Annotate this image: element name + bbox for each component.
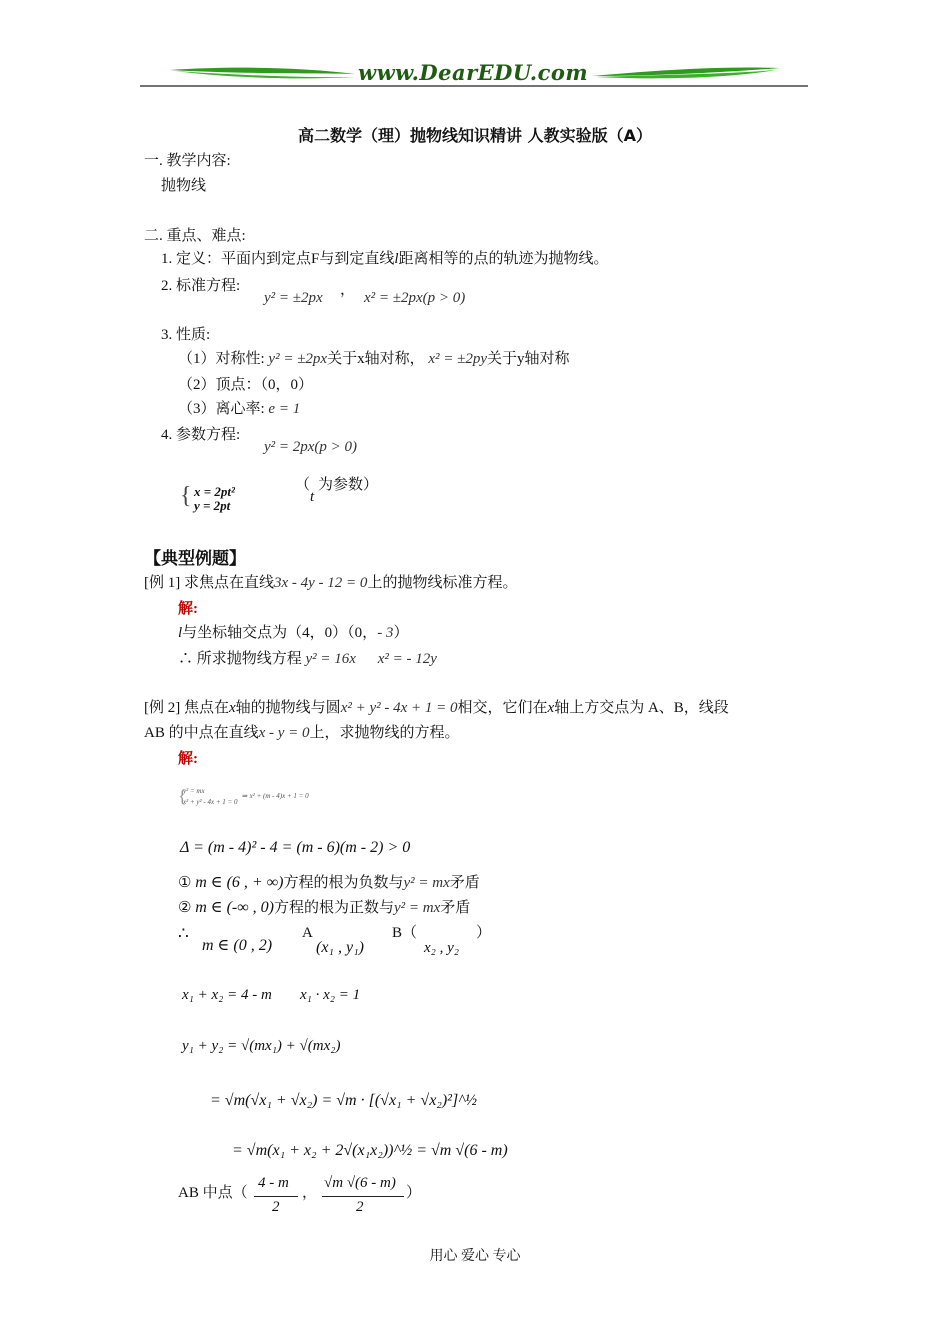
- example1-l: l: [178, 625, 183, 641]
- parametric-label: 4. 参数方程:: [161, 427, 241, 443]
- case2-text: 方程的根为正数与: [274, 900, 395, 916]
- parametric-note: 为参数）: [318, 477, 379, 493]
- site-logo: www.DearEDU.com: [358, 60, 589, 85]
- symmetry-text-2: 关于y轴对称: [487, 351, 570, 367]
- example2-mid3: 轴上方交点为 A、B，线段: [554, 700, 729, 716]
- symmetry-eq-1: y² = ±2px: [268, 351, 328, 367]
- example2-line2-prefix: AB 的中点在直线: [144, 725, 259, 741]
- example1-solution-label: 解:: [178, 601, 198, 617]
- symmetry-line: [178, 352, 570, 367]
- case1-range: m ∈ (6 , + ∞): [195, 874, 284, 891]
- case2-end: 矛盾: [440, 900, 471, 916]
- case1-mark: ①: [178, 875, 192, 891]
- section1-heading: 一. 教学内容:: [144, 153, 231, 169]
- section2-heading: 二. 重点、难点:: [144, 228, 246, 244]
- example1-result-prefix: ∴ 所求抛物线方程: [178, 651, 302, 667]
- case2-range: m ∈ (-∞ , 0): [195, 899, 274, 916]
- system-brace: {: [178, 786, 187, 806]
- example2-line-eq: x - y = 0: [258, 725, 310, 741]
- midpoint-num1: 4 - m: [258, 1175, 289, 1191]
- sum-x: x₁ + x₂ = 4 - m: [182, 987, 272, 1003]
- parametric-x: x = 2pt²: [194, 484, 235, 499]
- case2-line: [178, 900, 470, 916]
- standard-eq-comma: ，: [340, 282, 356, 298]
- therefore-symbol: ∴: [178, 924, 189, 943]
- example1-intercepts: 与坐标轴交点为（4，0）（0，: [182, 625, 378, 641]
- point-B-close: ）: [476, 925, 492, 941]
- example2-system: [178, 786, 318, 810]
- definition-line: [161, 252, 609, 267]
- case1-text: 方程的根为负数与: [283, 875, 404, 891]
- example1-close: ）: [393, 625, 409, 641]
- sum-y: y₁ + y₂ = √(mx₁) + √(mx₂): [182, 1038, 341, 1054]
- definition-l: l: [394, 251, 399, 267]
- standard-eq-1: y² = ±2px: [264, 290, 323, 306]
- point-A-label: A: [302, 925, 313, 941]
- example1-line1: [178, 626, 408, 641]
- example2-mid1: 轴的抛物线与圆: [235, 700, 341, 716]
- example2-line2-suffix: 上，求抛物线的方程。: [309, 725, 460, 741]
- standard-eq-label: 2. 标准方程:: [161, 278, 241, 294]
- header-banner: [140, 58, 808, 92]
- range3: m ∈ (0 , 2): [202, 937, 273, 954]
- parametric-condition: y² = 2px(p > 0): [264, 439, 358, 455]
- symmetry-label: （1）对称性:: [178, 351, 265, 367]
- midpoint-den1: 2: [272, 1199, 280, 1215]
- parametric-y: y = 2pt: [194, 498, 231, 513]
- midpoint-label: AB 中点（: [178, 1185, 248, 1201]
- parametric-system: [180, 482, 290, 514]
- example1-label: [例 1] 求焦点在直线: [144, 575, 274, 591]
- example2-solution-label: 解:: [178, 751, 198, 767]
- case1-line: [178, 875, 480, 891]
- example2-x1: x: [229, 700, 236, 716]
- example1-neg3: - 3: [377, 625, 394, 641]
- system-eq1: y² = mx: [183, 787, 205, 795]
- system-result: ⇒ x² + (m - 4)x + 1 = 0: [242, 792, 309, 800]
- eccentricity-eq: e = 1: [268, 401, 301, 417]
- midpoint-num2: √m √(6 - m): [324, 1175, 396, 1191]
- example1-result-eq2: x² = - 12y: [377, 651, 437, 667]
- case2-eq: y² = mx: [394, 900, 441, 916]
- parametric-note-open: （: [295, 477, 311, 493]
- midpoint-fraction-2: [320, 1176, 406, 1218]
- example2-question-line1: [144, 701, 729, 716]
- system-eq2: x² + y² - 4x + 1 = 0: [183, 798, 238, 806]
- point-A-coords: (x₁ , y₁): [316, 939, 364, 956]
- product-x: x₁ · x₂ = 1: [300, 987, 361, 1003]
- eccentricity-label: （3）离心率:: [178, 401, 265, 417]
- definition-suffix: 距离相等的点的轨迹为抛物线。: [398, 251, 609, 267]
- midpoint-fraction-1: [252, 1176, 302, 1218]
- case1-eq: y² = mx: [403, 875, 450, 891]
- parametric-t: t: [310, 489, 315, 505]
- definition-prefix: 1. 定义：平面内到定点F与到定直线: [161, 251, 395, 267]
- fraction-bar-1: [254, 1196, 298, 1197]
- case2-mark: ②: [178, 900, 192, 916]
- parametric-brace: {: [180, 483, 192, 509]
- midpoint-den2: 2: [356, 1199, 364, 1215]
- example2-mid2: 相交，它们在: [457, 700, 548, 716]
- point-B-coords: x₂ , y₂: [424, 940, 459, 956]
- example2-label: [例 2] 焦点在: [144, 700, 229, 716]
- example1-line-eq: 3x - 4y - 12 = 0: [274, 575, 368, 591]
- example1-question: [144, 576, 517, 591]
- symmetry-eq-2: x² = ±2py: [428, 351, 488, 367]
- example1-line2: [178, 652, 437, 667]
- delta-line: Δ = (m - 4)² - 4 = (m - 6)(m - 2) > 0: [180, 839, 411, 856]
- page-footer: 用心 爱心 专心: [429, 1249, 521, 1264]
- standard-eq-2: x² = ±2px(p > 0): [364, 290, 466, 306]
- fraction-bar-2: [322, 1196, 404, 1197]
- properties-label: 3. 性质:: [161, 327, 211, 343]
- example1-suffix: 上的抛物线标准方程。: [367, 575, 518, 591]
- point-B-label: B（: [392, 925, 418, 941]
- examples-heading: 【典型例题】: [144, 549, 246, 569]
- example2-x2: x: [547, 700, 555, 716]
- eccentricity-line: [178, 402, 300, 417]
- step3: = √m(x₁ + x₂ + 2√(x₁x₂))^½ = √m √(6 - m): [232, 1142, 508, 1159]
- vertex-line: （2）顶点：（0，0）: [178, 377, 314, 393]
- page-title: 高二数学（理）抛物线知识精讲 人教实验版（A）: [298, 126, 652, 145]
- section1-content: 抛物线: [161, 178, 207, 194]
- example2-circle-eq: x² + y² - 4x + 1 = 0: [340, 700, 458, 716]
- example1-result-eq1: y² = 16x: [305, 651, 356, 667]
- step2: = √m(√x₁ + √x₂) = √m · [(√x₁ + √x₂)²]^½: [210, 1092, 477, 1109]
- example2-question-line2: [144, 726, 460, 741]
- symmetry-text-1: 关于x轴对称，: [327, 351, 425, 367]
- midpoint-close: ）: [406, 1185, 422, 1201]
- midpoint-comma: ，: [302, 1185, 318, 1201]
- case1-end: 矛盾: [449, 875, 480, 891]
